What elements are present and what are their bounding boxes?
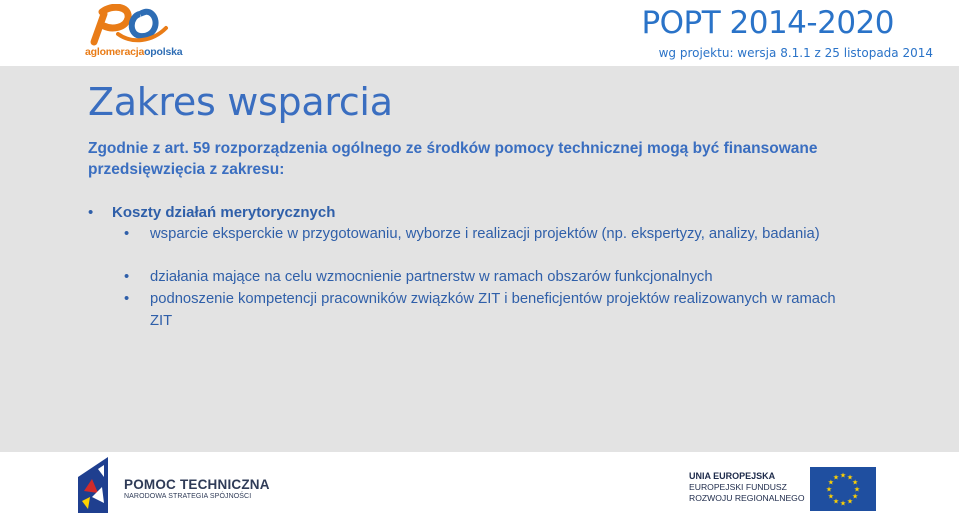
pt-title: POMOC TECHNICZNA — [124, 477, 270, 492]
eu-star-icon: ★ — [839, 500, 847, 508]
eu-star-icon: ★ — [832, 474, 840, 482]
pt-subtitle: NARODOWA STRATEGIA SPÓJNOŚCI — [124, 493, 252, 500]
eu-line3: ROZWOJU REGIONALNEGO — [689, 493, 805, 503]
eu-star-icon: ★ — [827, 493, 835, 501]
eu-star-icon: ★ — [839, 472, 847, 480]
intro-text: Zgodnie z art. 59 rozporządzenia ogólnego ze środków pomocy technicznej mogą być finansowane przedsięwzięcia z zakresu: — [88, 140, 818, 178]
sub-bullet-text: podnoszenie kompetencji pracowników związków ZIT i beneficjentów projektów realizowanych w ramach ZIT — [150, 291, 836, 329]
main-bullet-text: Koszty działań merytorycznych — [112, 204, 336, 221]
program-title: POPT 2014-2020 — [641, 5, 894, 41]
slide-title: Zakres wsparcia — [88, 80, 393, 124]
bullet-dot-icon: • — [88, 204, 94, 221]
pomoc-techniczna-logo — [78, 457, 112, 513]
eu-star-icon: ★ — [827, 479, 835, 487]
eu-star-icon: ★ — [846, 498, 854, 506]
eu-label — [689, 471, 805, 504]
eu-line1: UNIA EUROPEJSKA — [689, 471, 776, 481]
eu-flag-icon — [810, 467, 876, 511]
version-note: wg projektu: wersja 8.1.1 z 25 listopada 2014 — [658, 46, 933, 60]
bullet-dot-icon: • — [124, 291, 130, 307]
sub-bullet-text: wsparcie eksperckie w przygotowaniu, wyborze i realizacji projektów (np. ekspertyzy, analizy, badania) — [150, 226, 820, 242]
logo-text — [85, 46, 182, 58]
bullet-dot-icon: • — [124, 269, 130, 285]
eu-star-icon: ★ — [853, 486, 861, 494]
logo-text-part1: aglomeracja — [85, 46, 145, 58]
logo-text-part2: opolska — [144, 46, 183, 58]
eu-star-icon: ★ — [851, 493, 859, 501]
main-bullet — [88, 204, 335, 221]
bullet-dot-icon: • — [124, 226, 130, 242]
eu-star-icon: ★ — [832, 498, 840, 506]
eu-star-icon: ★ — [851, 479, 859, 487]
sub-bullet-text: działania mające na celu wzmocnienie partnerstw w ramach obszarów funkcjonalnych — [150, 269, 713, 285]
eu-star-icon: ★ — [846, 474, 854, 482]
eu-line2: EUROPEJSKI FUNDUSZ — [689, 482, 787, 492]
eu-star-icon: ★ — [825, 486, 833, 494]
